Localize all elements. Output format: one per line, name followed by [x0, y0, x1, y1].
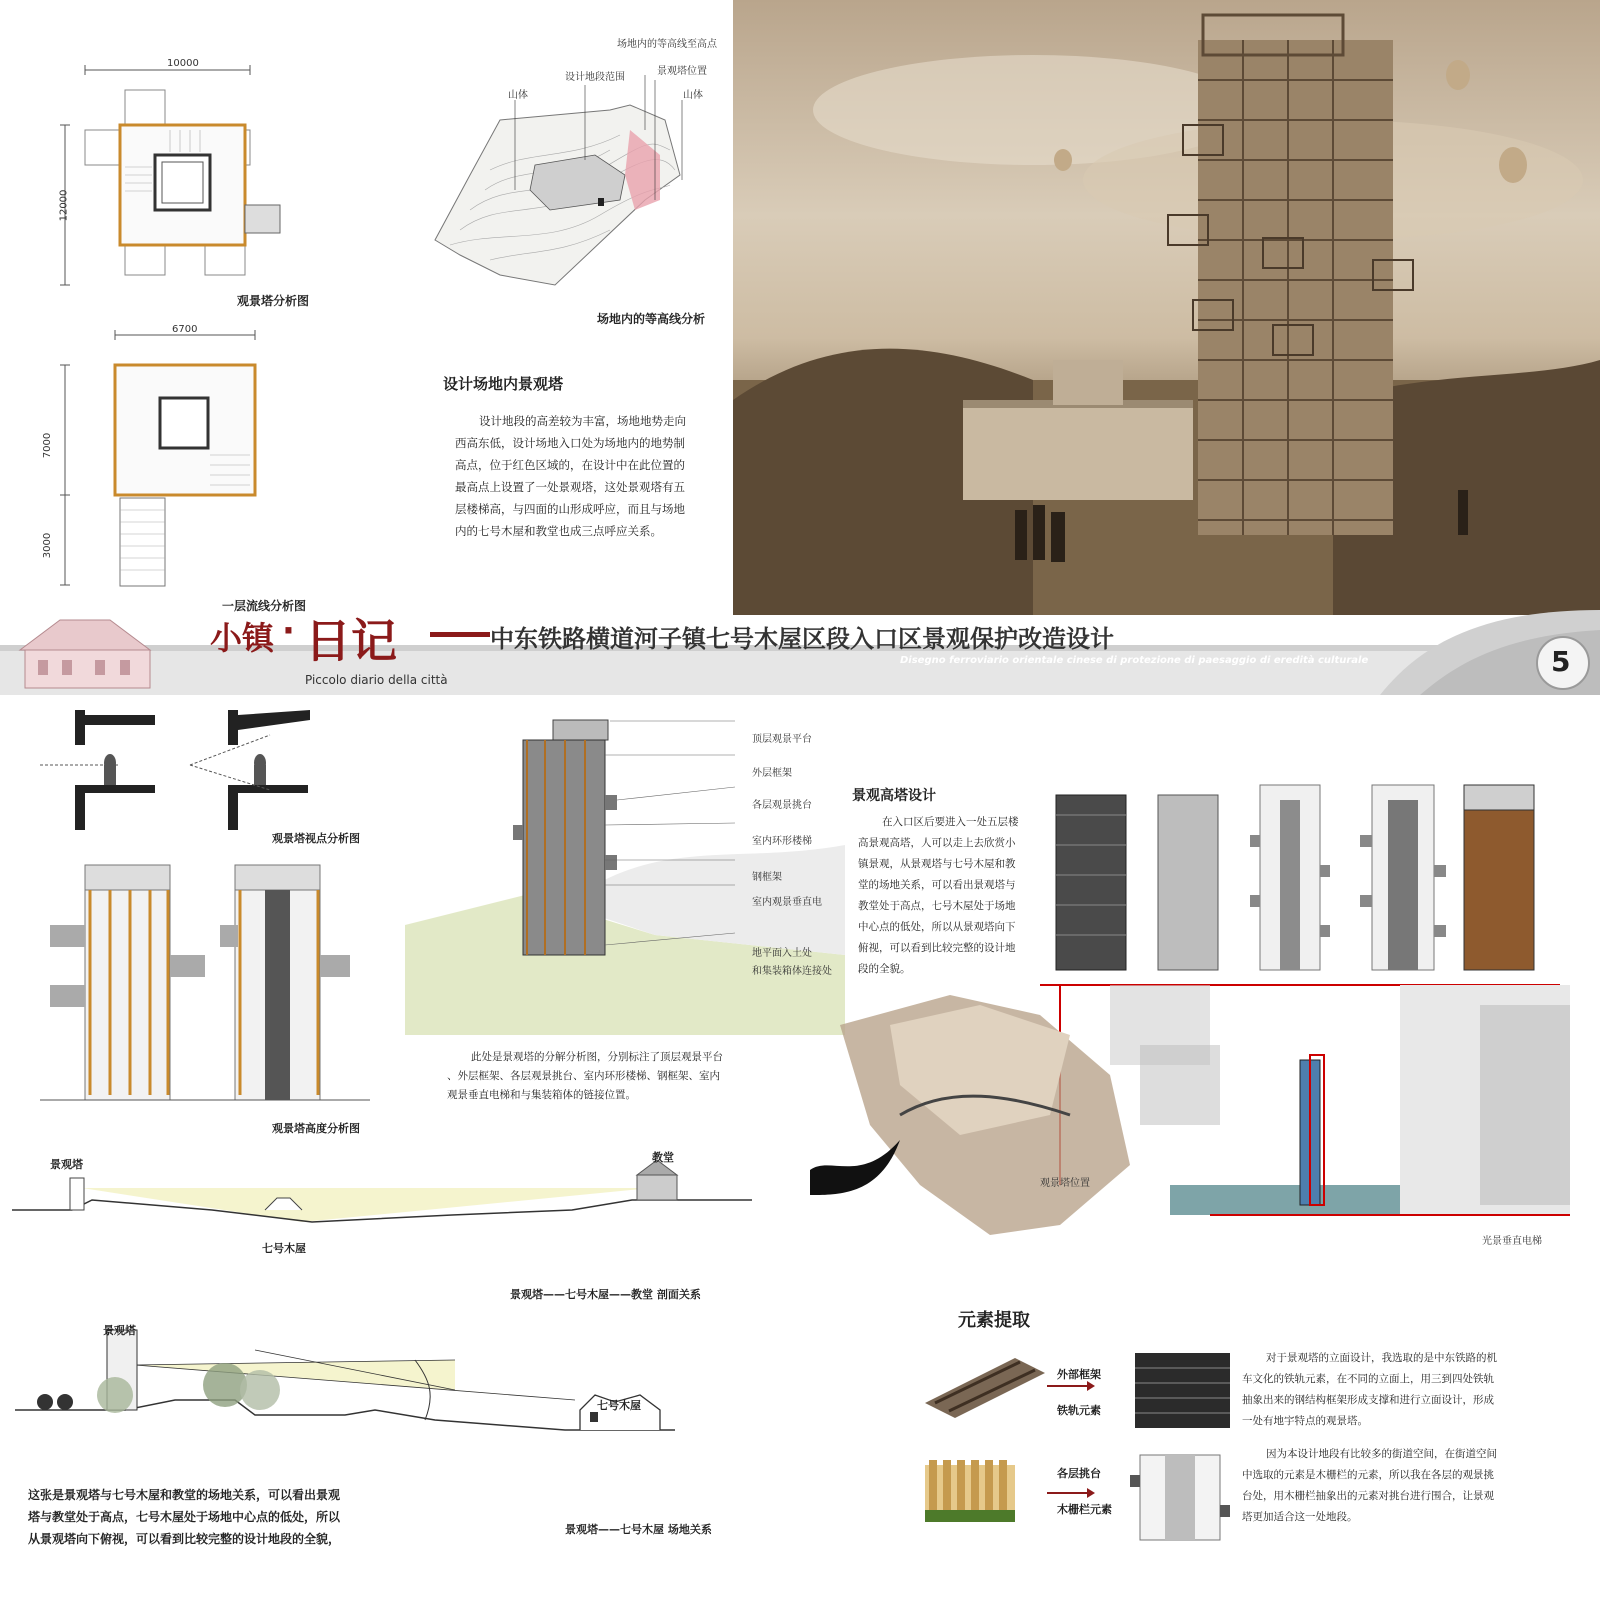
- section-2-drawing: [15, 1330, 675, 1470]
- paragraph-line: 对于景观塔的立面设计，我选取的是中东铁路的机: [1266, 1352, 1497, 1364]
- contour-map: [430, 80, 730, 310]
- plan-1-caption: 观景塔分析图: [237, 294, 310, 308]
- exploded-label-spiral-stair: 室内环形楼梯: [752, 836, 812, 847]
- rail-element-drawing: [925, 1348, 1225, 1438]
- height-caption: 观景塔高度分析图: [272, 1122, 360, 1135]
- high-tower-title: 景观高塔设计: [852, 788, 936, 804]
- paragraph-line: 观景垂直电梯和与集装箱体的链接位置。: [447, 1089, 636, 1101]
- section-1-church-label: 教堂: [652, 1151, 674, 1164]
- rail-label-b: 铁轨元素: [1057, 1404, 1101, 1417]
- banner-title-dot: ·: [282, 611, 295, 651]
- site-map-drawing: [810, 985, 1570, 1245]
- decomposition-drawing: [1050, 785, 1570, 985]
- label-contour-highpoint: 场地内的等高线至高点: [617, 39, 717, 50]
- exploded-label-elevator: 室内观景垂直电: [752, 897, 822, 908]
- section-2-tower-label: 景观塔: [103, 1324, 136, 1337]
- contour-caption: 场地内的等高线分析: [597, 312, 706, 326]
- paragraph-line: 镇景观，从景观塔与七号木屋和教: [858, 858, 1016, 870]
- plan-1-width-dim: 10000: [167, 58, 199, 69]
- plan-2-height-dim-a: 7000: [42, 432, 54, 459]
- paragraph-line: 、外层框架、各层观景挑台、室内环形楼梯、钢框架、室内: [447, 1070, 720, 1082]
- paragraph-line: 抽象出来的钢结构框架形成支撑和进行立面设计，形成: [1242, 1394, 1494, 1406]
- label-mountain-left: 山体: [508, 90, 528, 101]
- rail-label-a: 外部框架: [1057, 1368, 1101, 1381]
- banner-subtitle-small: Piccolo diario della città: [305, 673, 448, 687]
- plan-2-drawing: [40, 320, 300, 600]
- label-mountain-right: 山体: [683, 90, 703, 101]
- paragraph-line: 内的七号木屋和教堂也成三点呼应关系。: [455, 524, 662, 538]
- paragraph-line: 车文化的铁轨元素，在不同的立面上，用三到四处铁轨: [1242, 1373, 1494, 1385]
- paragraph-line: 高景观高塔，人可以走上去欣赏小: [858, 837, 1016, 849]
- page-number: 5: [1551, 645, 1571, 678]
- height-elevations: [40, 855, 380, 1105]
- fence-paragraph: [1242, 1444, 1497, 1528]
- banner-main-title: 中东铁路横道河子镇七号木屋区段入口区景观保护改造设计: [490, 625, 1114, 653]
- render-scene: [733, 0, 1600, 615]
- elements-title: 元素提取: [958, 1310, 1030, 1331]
- plan-2-width-dim: 6700: [172, 324, 198, 335]
- paragraph-line: 高点，位于红色区域的，在设计中在此位置的: [455, 458, 685, 472]
- section-1-caption: 景观塔——七号木屋——教堂 剖面关系: [510, 1288, 701, 1301]
- paragraph-line: 中心点的低处，所以从景观塔向下: [858, 921, 1016, 933]
- exploded-label-outer-frame: 外层框架: [752, 768, 792, 779]
- paragraph-line: 台处，用木栅栏抽象出的元素对挑台进行围合，让景观: [1242, 1490, 1494, 1502]
- plan-1-drawing: [40, 55, 340, 315]
- viewpoint-diagram: [40, 705, 360, 835]
- exploded-label-ground-entry: 地平面入土处: [752, 948, 812, 959]
- paragraph-line: 层楼梯高，与四面的山形成呼应，而且与场地: [455, 502, 685, 516]
- plan-2-height-dim-b: 3000: [42, 532, 54, 559]
- section-1-drawing: [12, 1170, 752, 1260]
- paragraph-line: 这张是景观塔与七号木屋和教堂的场地关系，可以看出景观: [28, 1488, 341, 1502]
- paragraph-line: 一处有地宇特点的观景塔。: [1242, 1415, 1368, 1427]
- paragraph-line: 俯视，可以看到比较完整的设计地: [858, 942, 1016, 954]
- tower-render-photo: [733, 0, 1600, 615]
- paragraph-line: 塔更加适合这一处地段。: [1242, 1511, 1358, 1523]
- plan-2-caption: 一层流线分析图: [222, 599, 307, 613]
- title-banner: [0, 605, 1600, 695]
- banner-subtitle-italian: Disegno ferroviario orientale cinese di protezione di paesaggio di eredità culturale: [900, 655, 1369, 666]
- paragraph-line: 西高东低，设计场地入口处为场地内的地势制: [455, 436, 685, 450]
- banner-title-a: 小镇: [210, 619, 275, 657]
- banner-title-b: 日记: [305, 614, 397, 668]
- site-tower-paragraph: [455, 410, 686, 542]
- high-tower-paragraph: [858, 812, 1019, 980]
- paragraph-line: 教堂处于高点，七号木屋处于场地: [858, 900, 1016, 912]
- paragraph-line: 在入口区后要进入一处五层楼: [882, 816, 1019, 828]
- paragraph-line: 从景观塔向下俯视，可以看到比较完整的设计地段的全貌，: [28, 1532, 341, 1546]
- paragraph-line: 塔与教堂处于高点，七号木屋处于场地中心点的低处，所以: [28, 1510, 341, 1524]
- rail-paragraph: [1242, 1348, 1497, 1432]
- label-tower-position: 景观塔位置: [657, 66, 707, 77]
- label-design-range: 设计地段范围: [565, 72, 625, 83]
- section-2-cabin-label: 七号木屋: [597, 1399, 641, 1412]
- exploded-label-steel-frame: 钢框架: [752, 872, 782, 883]
- exploded-description: [447, 1048, 723, 1105]
- plan-1-height-dim: 12000: [58, 189, 70, 222]
- viewpoint-caption: 观景塔视点分析图: [272, 832, 360, 845]
- map-tower-label: 观景塔位置: [1040, 1178, 1090, 1189]
- site-tower-title: 设计场地内景观塔: [443, 375, 564, 393]
- paragraph-line: 段的全貌。: [858, 963, 911, 975]
- section-1-tower-label: 景观塔: [50, 1158, 83, 1171]
- exploded-label-top-platform: 顶层观景平台: [752, 734, 812, 745]
- paragraph-line: 中选取的元素是木栅栏的元素，所以我在各层的观景挑: [1242, 1469, 1494, 1481]
- section-2-paragraph: [28, 1484, 340, 1550]
- paragraph-line: 最高点上设置了一处景观塔，这处景观塔有五: [455, 480, 685, 494]
- fence-label-a: 各层挑台: [1057, 1467, 1101, 1480]
- paragraph-line: 堂的场地关系，可以看出景观塔与: [858, 879, 1016, 891]
- paragraph-line: 因为本设计地段有比较多的街道空间，在街道空间: [1266, 1448, 1497, 1460]
- section-1-cabin-label: 七号木屋: [262, 1242, 306, 1255]
- paragraph-line: 设计地段的高差较为丰富，场地地势走向: [479, 414, 686, 428]
- fence-label-b: 木栅栏元素: [1057, 1503, 1112, 1516]
- section-2-caption: 景观塔——七号木屋 场地关系: [565, 1523, 712, 1536]
- exploded-label-balconies: 各层观景挑台: [752, 800, 812, 811]
- exploded-label-container-joint: 和集装箱体连接处: [752, 966, 832, 977]
- elevator-label: 光景垂直电梯: [1482, 1236, 1542, 1247]
- paragraph-line: 此处是景观塔的分解分析图，分别标注了顶层观景平台: [471, 1051, 723, 1063]
